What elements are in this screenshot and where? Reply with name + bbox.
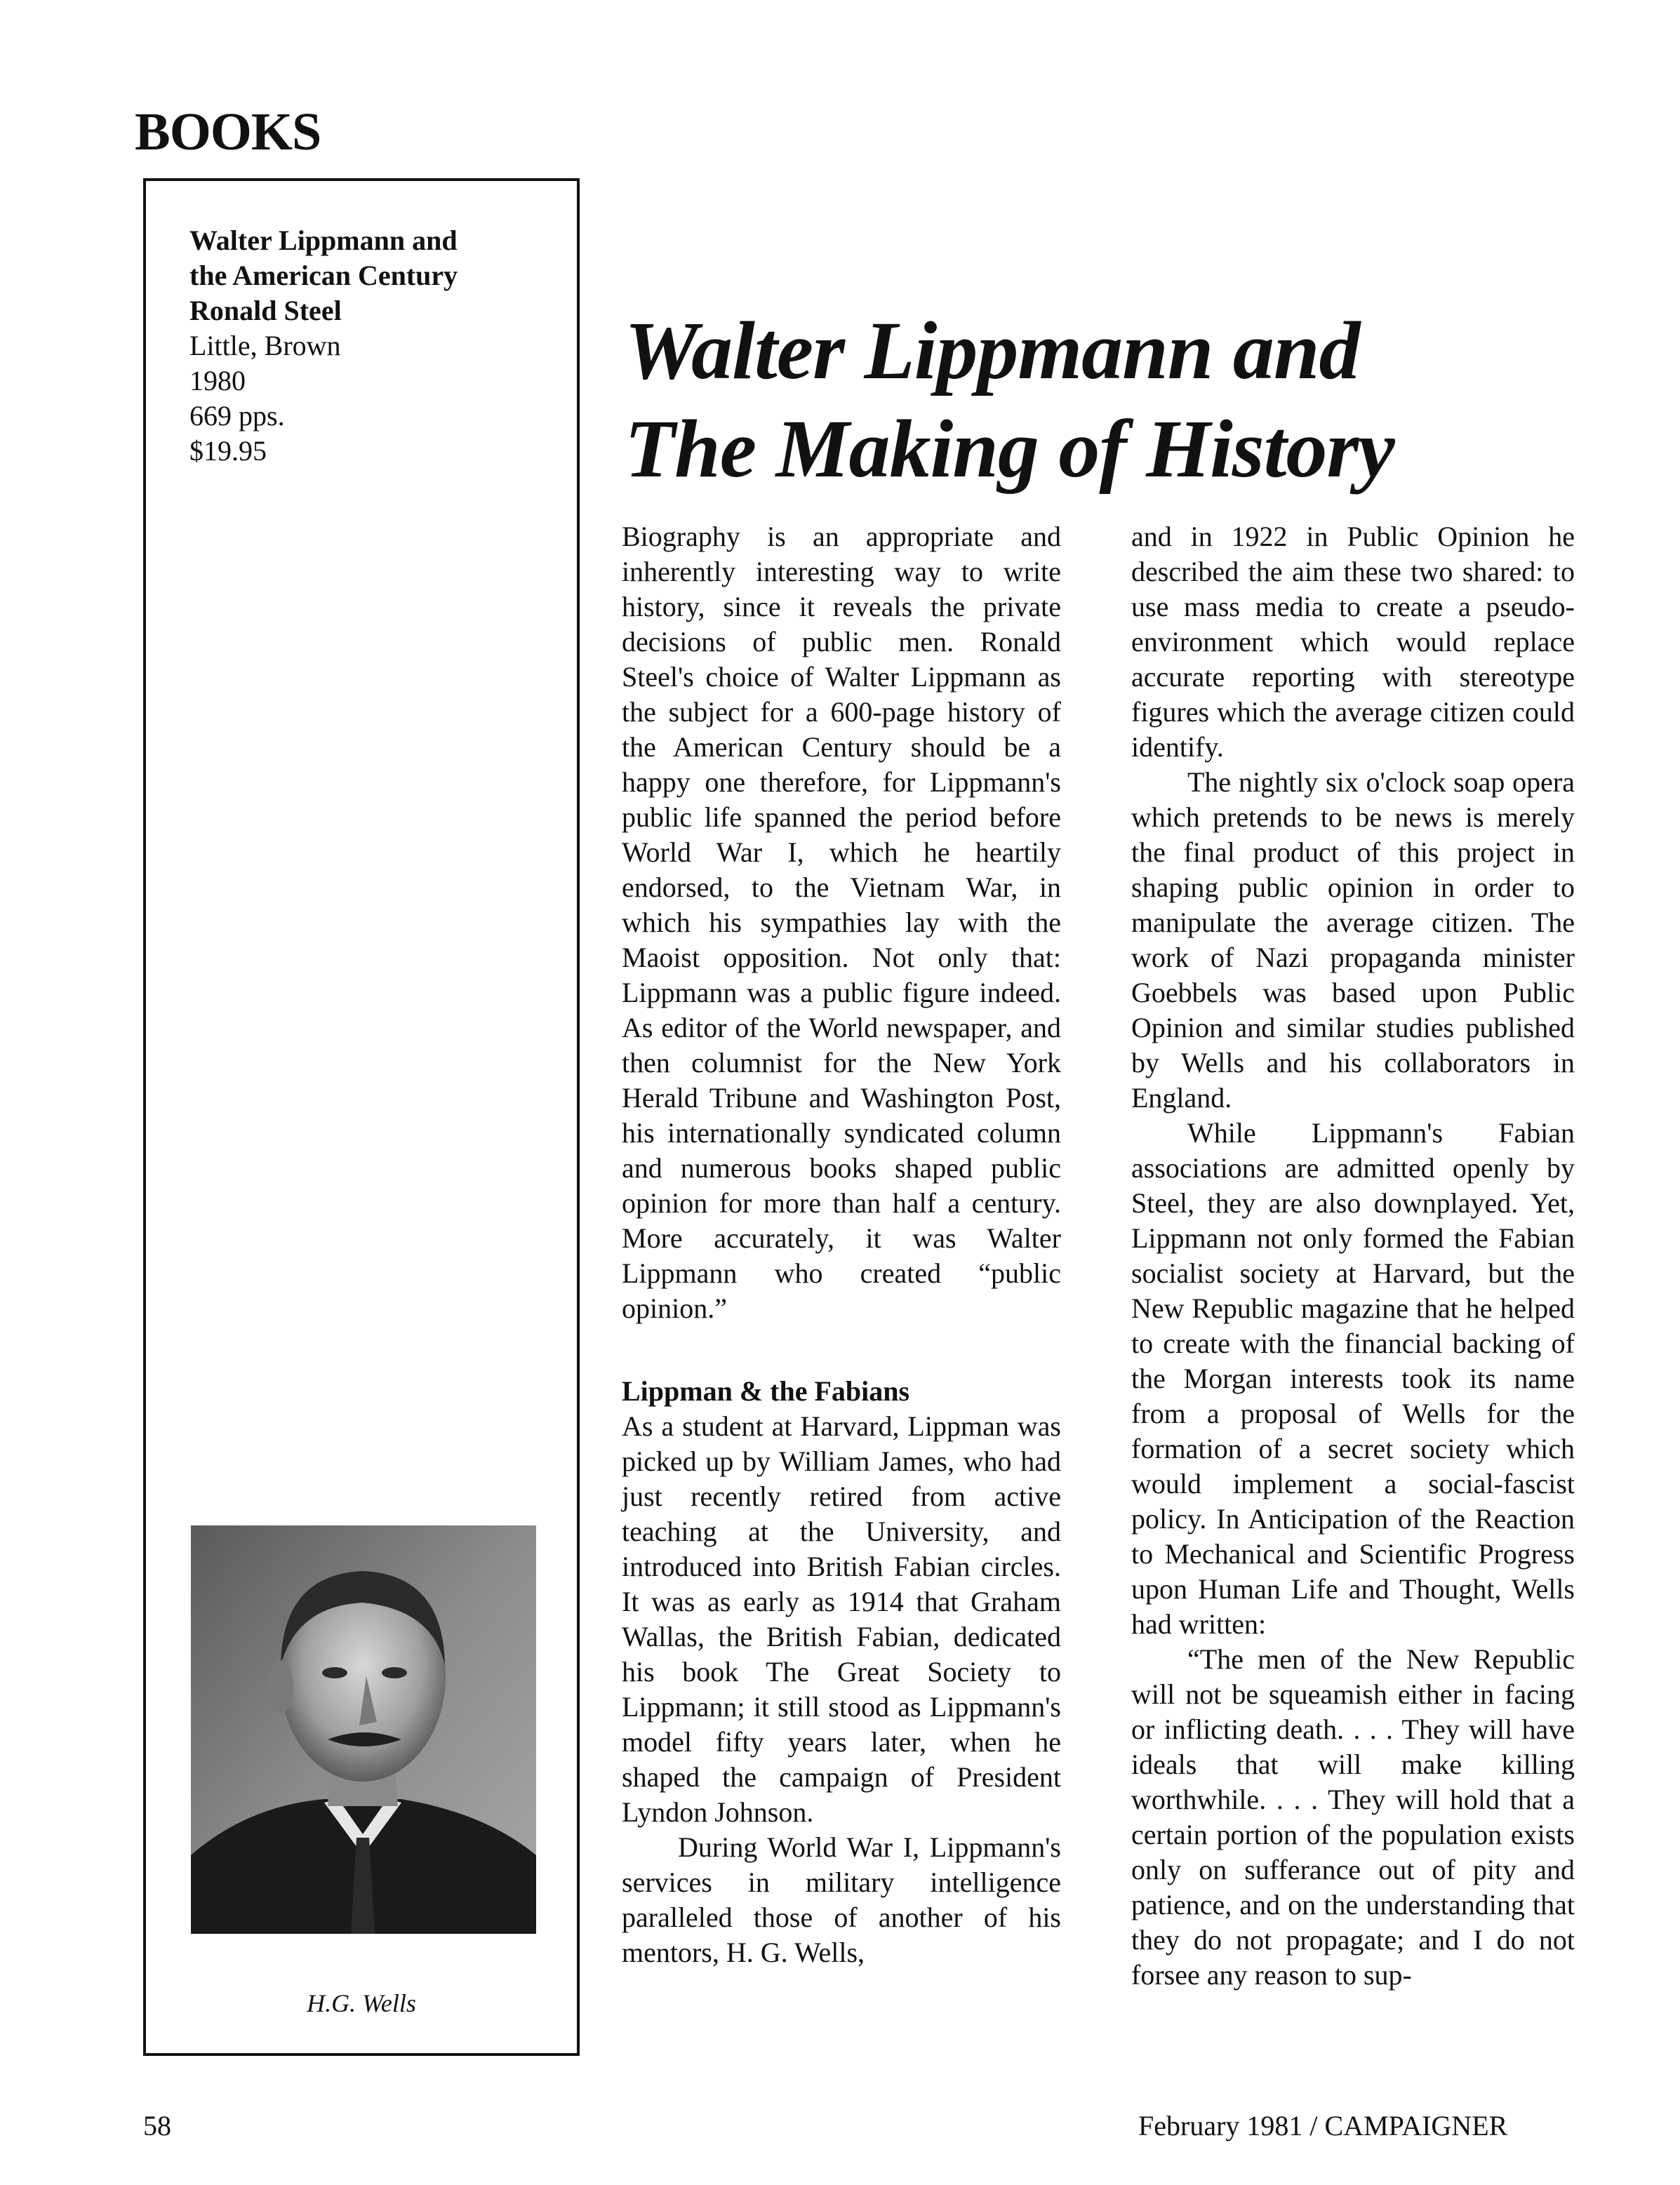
- book-info-sidebar: [143, 178, 580, 2056]
- paragraph: While Lippmann's Fabian associations are admitted openly by Steel, they are also downplayed. Yet, Lippmann not only formed the Fabian socialist society at Harvard, but the New Republic magazine that he helped to create with the financial backing of the Morgan interests took its name from a proposal of Wells for the formation of a secret society which would implement a social-fascist policy. In Anticipation of the Reaction to Mechanical and Scientific Progress upon Human Life and Thought, Wells had written:: [1131, 1117, 1575, 1640]
- page-number: 58: [143, 2110, 171, 2141]
- headline-line1: Walter Lippmann and: [625, 305, 1360, 396]
- paragraph: The nightly six o'clock soap opera which pretends to be news is merely the final product of this project in shaping public opinion in order to manipulate the average citizen. The work of Nazi propaganda minister Goebbels was based upon Public Opinion and similar studies published by Wells and his collaborators in England.: [1131, 766, 1575, 1114]
- book-title-line2: the American Century: [189, 260, 458, 291]
- book-title-line1: Walter Lippmann and: [189, 225, 458, 256]
- portrait-photo: [191, 1525, 536, 1934]
- book-publisher: Little, Brown: [189, 330, 341, 361]
- article-subhead: Lippman & the Fabians: [622, 1375, 910, 1407]
- book-price: $19.95: [189, 435, 267, 467]
- article-headline: [625, 302, 1394, 498]
- article-column-2: [1131, 519, 1575, 1993]
- headline-line2: The Making of History: [625, 403, 1394, 495]
- paragraph: and in 1922 in Public Opinion he described the aim these two shared: to use mass media to create a pseudo-environment which would replace accurate reporting with stereotype figures which the average citizen could identify.: [1131, 521, 1575, 763]
- portrait-illustration: [191, 1525, 536, 1934]
- paragraph: Biography is an appropriate and inherently interesting way to write history, since it reveals the private decisions of public men. Ronald Steel's choice of Walter Lippmann as the subject for a 600-page history of the American Century should be a happy one therefore, for Lippmann's public life spanned the period before World War I, which he heartily endorsed, to the Vietnam War, in which his sympathies lay with the Maoist opposition. Not only that: Lippmann was a public figure indeed. As editor of the World newspaper, and then columnist for the New York Herald Tribune and Washington Post, his internationally syndicated column and numerous books shaped public opinion for more than half a century. More accurately, it was Walter Lippmann who created “public opinion.”: [622, 521, 1061, 1324]
- photo-caption: H.G. Wells: [307, 1989, 416, 2017]
- block-quote: “The men of the New Republic will not be squeamish either in facing or inflicting death. . . . They will have ideals that will make killing worthwhile. . . . They will hold that a certain portion of the population exists only on sufferance out of pity and patience, and on the understanding that they do not propagate; and I do not forsee any reason to sup-: [1131, 1643, 1575, 1991]
- book-author: Ronald Steel: [189, 295, 342, 326]
- paragraph: As a student at Harvard, Lippman was picked up by William James, who had just recently retired from active teaching at the University, and introduced into British Fabian circles. It was as early as 1914 that Graham Wallas, the British Fabian, dedicated his book The Great Society to Lippmann; it still stood as Lippmann's model fifty years later, when he shaped the campaign of President Lyndon Johnson.: [622, 1410, 1061, 1828]
- book-details: [189, 223, 458, 469]
- paragraph: During World War I, Lippmann's services in military intelligence paralleled those of another of his mentors, H. G. Wells,: [622, 1831, 1061, 1968]
- section-heading: BOOKS: [135, 102, 321, 161]
- book-year: 1980: [189, 365, 246, 396]
- article-column-1: [622, 519, 1061, 1970]
- book-pages: 669 pps.: [189, 400, 285, 432]
- issue-footer: February 1981 / CAMPAIGNER: [1138, 2110, 1508, 2141]
